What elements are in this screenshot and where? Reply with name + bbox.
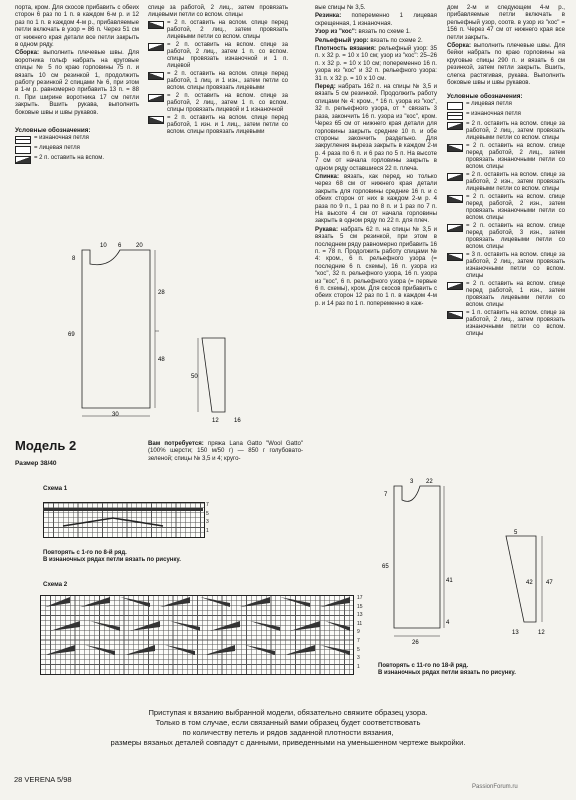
text-column-4 bbox=[447, 4, 565, 339]
paragraph: Плотность вязания: рельефный узор: 35 п. х 32 р. = 10 х 10 см; узор из "кос": 25–26 п. х 32 р. = 10 х 10 см; попеременно 16 п. узора из "кос" и 32 п. рельефного узора: 31 п. х 32 р. = 10 х 10 см. bbox=[315, 45, 437, 82]
legend-item: = 3 п. оставить на вспом. спице за работой, 2 лиц., затем провязать изнаночными петли со вспом. спицы bbox=[447, 252, 565, 280]
knit-stitch-icon bbox=[15, 146, 31, 154]
cable-stitch-icon bbox=[148, 21, 164, 29]
dim-label: 65 bbox=[382, 564, 389, 570]
dim-label: 41 bbox=[446, 578, 453, 584]
pattern-schematic-body bbox=[60, 236, 170, 421]
legend-item: = изнаночная петля bbox=[15, 135, 139, 144]
cable-stitch-icon bbox=[15, 156, 31, 164]
watermark: PassionForum.ru bbox=[472, 784, 518, 790]
legend-item: = 2 п. оставить на вспом. спице перед работой, 2 изн., затем провязать изнаночными петли со вспом. спицы bbox=[447, 194, 565, 222]
pattern-schematic-body-2 bbox=[378, 478, 473, 648]
dim-label: 47 bbox=[546, 580, 553, 586]
legend-item: = 2 п. оставить на вспом. спице перед работой, 3 изн., затем провязать лицевыми петли со вспом. спицы bbox=[447, 223, 565, 251]
legend-item: = 2 п. оставить на вспом. bbox=[15, 155, 139, 164]
dim-label: 22 bbox=[426, 479, 433, 485]
dim-label: 20 bbox=[136, 243, 143, 249]
paragraph: Перед: набрать 162 п. на спицы № 3,5 и вязать 5 см резинкой. Продолжить работу спицами № 4: кром., * 16 п. узора из "кос", 32 п. рельефного узора, от * связать 3 раза, закончить 16 п. узора из "кос", кром. Через 65 см от нижнего края детали для горловины закрыть средние 10 п. и обе стороны закончить раздельно. Для закругления выреза закрыть в каждом 2-м р. 4 раза по 6 п. и 6 раз по 5 п. На высоте 7 см от начала горловины закрыть в одном ряду оставшиеся 22 п. плеча. bbox=[315, 83, 438, 172]
schema-1-label: Схема 1 bbox=[43, 485, 68, 492]
legend-item: = 2 п. оставить на вспом. спице перед работой, 1 лиц. и 1 изн., затем петли со вспом. спицы провязать лицевыми bbox=[148, 71, 288, 92]
chart-1-cable-marks bbox=[43, 502, 203, 536]
schema-1-caption: Повторять с 1-го по 8-й ряд. В изнаночных рядах петли вязать по рисунку. bbox=[43, 550, 181, 563]
paragraph: Рельефный узор: вязать по схеме 2. bbox=[315, 36, 423, 44]
cable-stitch-icon bbox=[148, 43, 164, 51]
legend-title: Условные обозначения: bbox=[15, 127, 91, 135]
legend-item: = 1 п. оставить на вспом. спице за работой, 2 лиц., затем провязать изнаночными петли со вспом. спицы bbox=[447, 310, 565, 338]
model-size: Размер 38/40 bbox=[15, 460, 57, 467]
dim-label: 8 bbox=[72, 256, 76, 262]
dim-label: 26 bbox=[412, 640, 419, 646]
legend-item: = 2 п. оставить на вспом. спице за работой, 2 лиц., затем провязать лицевыми петли со вспом. спицы bbox=[447, 121, 565, 142]
dim-label: 12 bbox=[538, 630, 545, 636]
model-title: Модель 2 bbox=[15, 438, 77, 453]
chart-2-cable-marks bbox=[40, 595, 352, 673]
cable-stitch-icon bbox=[148, 94, 164, 102]
paragraph: Сборка: выполнить плечевые швы. Для бейки набрать по краю горловины на круговые спицы 290 п. и вязать 6 см резинкой, затем петли закрыть. Вшить, слегка растягивая, рукава. Выполнить боковые швы и швы рукавов. bbox=[447, 42, 565, 87]
chart-2-row-numbers: 17 15 13 11 9 7 5 3 1 bbox=[357, 595, 363, 670]
paragraph: Сборка: выполнить плечевые швы. Для воротника гольф набрать на круговые спицы № 5 по краю горловины 75 п. и вязать 10 см резинкой 1, продолжить работу резинкой 2 спицами № 6, при этом в 1-м р. равномерно прибавить 13 п. = 88 п. При ширине воротника 17 см петли закрыть. Вшить рукава, выполнить боковые швы и швы рукавов. bbox=[15, 49, 139, 116]
purl-stitch-icon bbox=[15, 136, 31, 144]
legend-item: = изнаночная петля bbox=[447, 111, 565, 120]
paragraph: Рукава: набрать 62 п. на спицы № 3,5 и вязать 5 см резинкой, при этом в последнем ряду равномерно прибавить 16 п. = 78 п. Продолжить работу спицами № 4: кром., 6 п. рельефного узора (= последние 6 п. схемы), 16 п. узора из "кос", 32 п. рельефного узора, 16 п. узора из "кос", 6 п. рельефного узора (= первые 6 п. схемы), кром. Для скосов прибавить с обеих сторон 12 раз по 1 п. в каждом 4-м р. и 14 раз по 1 п. попеременно в каж- bbox=[315, 225, 437, 307]
legend-item: = 2 п. оставить на вспом. спице перед работой, 1 изн., затем провязать лицевыми петли со вспом. спицы bbox=[447, 281, 565, 309]
text-column-1 bbox=[15, 4, 139, 165]
dim-label: 3 bbox=[410, 479, 414, 485]
paragraph: дом 2-м и следующем 4-м р., прибавляемые петли включать в рельефный узор, соотв. в узор из "кос" = 156 п. Через 47 см от нижнего края все петли закрыть. bbox=[447, 4, 565, 41]
footer-note: Приступая к вязанию выбранной модели, обязательно свяжите образец узора. Только в том случае, если связанный вами образец будет соответствовать по количеству петель и рядов заданной плотности вязания, размеры вязаных деталей совпадут с данными, приведенными на уменьшенном чертеже выкройки. bbox=[110, 708, 466, 747]
legend-item: = лицевая петля bbox=[447, 101, 565, 110]
cable-stitch-icon bbox=[148, 72, 164, 80]
dim-label: 69 bbox=[68, 332, 75, 338]
dim-label: 12 bbox=[212, 418, 219, 424]
schema-2-label: Схема 2 bbox=[43, 581, 68, 588]
dim-label: 6 bbox=[118, 243, 122, 249]
cable-stitch-icon bbox=[447, 173, 463, 181]
paragraph: порта, кром. Для скосов прибавить с обеих сторон 6 раз по 1 п. в каждом 6-м р. и 12 раз по 1 п. в каждом 4-м р., прибавляемые петли включать в узор = 86 п. Через 51 см от нижнего края детали все петли закрыть в одном ряду. bbox=[15, 4, 139, 49]
cable-stitch-icon bbox=[447, 253, 463, 261]
cable-stitch-icon bbox=[447, 282, 463, 290]
text-column-2 bbox=[148, 4, 288, 137]
legend-item: = 2 п. оставить на вспом. спице за работой, 2 изн., затем провязать лицевыми петли со вспом. спицы bbox=[447, 172, 565, 193]
text-column-3 bbox=[315, 4, 437, 308]
cable-stitch-icon bbox=[447, 224, 463, 232]
cable-stitch-icon bbox=[447, 144, 463, 152]
schema-2-caption: Повторять с 11-го по 18-й ряд. В изнаночных рядах петли вязать по рисунку. bbox=[378, 663, 516, 676]
knit-stitch-icon bbox=[447, 102, 463, 110]
purl-stitch-icon bbox=[447, 112, 463, 120]
materials-text: Вам потребуется: пряжа Lana Gatto "Wool Gatto" (100% шерсти; 150 м/50 г) — 850 г голубовато-зеленой; спицы № 3,5 и 4; круго- bbox=[148, 440, 304, 462]
pattern-schematic-sleeve-2 bbox=[496, 528, 566, 643]
legend-item: = 2 п. оставить на вспом. спице за работой, 2 лиц., затем 1 п. со вспом. спицы провязать изнаночной и 1 п. лицевой bbox=[148, 42, 288, 70]
legend-item: = 2 п. оставить на вспом. спице перед работой, 2 лиц., затем провязать изнаночными петли со вспом. спицы bbox=[447, 143, 565, 171]
dim-label: 7 bbox=[384, 492, 388, 498]
cable-stitch-icon bbox=[447, 122, 463, 130]
legend-item: = 2 п. оставить на вспом. спице перед работой, 1 изн. и 1 лиц., затем петли со вспом. спицы провязать лицевыми bbox=[148, 115, 288, 136]
cable-stitch-icon bbox=[447, 195, 463, 203]
cable-stitch-icon bbox=[148, 116, 164, 124]
cable-stitch-icon bbox=[447, 311, 463, 319]
dim-label: 16 bbox=[234, 418, 241, 424]
paragraph: Резинка: попеременно 1 лицевая скрещенная, 1 изнаночная. bbox=[315, 12, 437, 27]
paragraph: Узор из "кос": вязать по схеме 1. bbox=[315, 28, 411, 36]
dim-label: 5 bbox=[514, 530, 518, 536]
dim-label: 50 bbox=[191, 374, 198, 380]
dim-label: 10 bbox=[100, 243, 107, 249]
dim-label: 48 bbox=[158, 357, 165, 363]
legend-item: = 2 п. оставить на вспом. спице перед работой, 2 лиц., затем провязать лицевыми петли со вспом. спицы bbox=[148, 20, 288, 41]
dim-label: 13 bbox=[512, 630, 519, 636]
legend-item: = лицевая петля bbox=[15, 145, 139, 154]
paragraph: спице за работой, 2 лиц., затем провязать лицевыми петли со вспом. спицы bbox=[148, 4, 288, 19]
legend-title: Условные обозначения: bbox=[447, 93, 523, 101]
chart-1-row-numbers: 7 5 3 1 bbox=[206, 502, 209, 534]
pattern-schematic-sleeve bbox=[190, 330, 260, 425]
legend-item: = 2 п. оставить на вспом. спице за работой, 2 лиц., затем 1 п. со вспом. спицы провязать лицевой и 1 изнаночной bbox=[148, 93, 288, 114]
paragraph: вые спицы № 3,5. bbox=[315, 4, 366, 11]
page-number: 28 VERENA 5/98 bbox=[14, 775, 72, 784]
dim-label: 30 bbox=[112, 412, 119, 418]
dim-label: 28 bbox=[158, 290, 165, 296]
paragraph: Спинка: вязать, как перед, но только через 68 см от нижнего края детали закрыть для горловины средние 16 п. и с обеих сторон от них в каждом 2-м р. 4 раза по 9 п., 1 раз по 8 п. и 1 раз по 7 п. На высоте 4 см от начала горловины закрыть в одном ряду по 22 п. для плеч. bbox=[315, 172, 437, 225]
dim-label: 42 bbox=[526, 580, 533, 586]
dim-label: 4 bbox=[446, 620, 450, 626]
